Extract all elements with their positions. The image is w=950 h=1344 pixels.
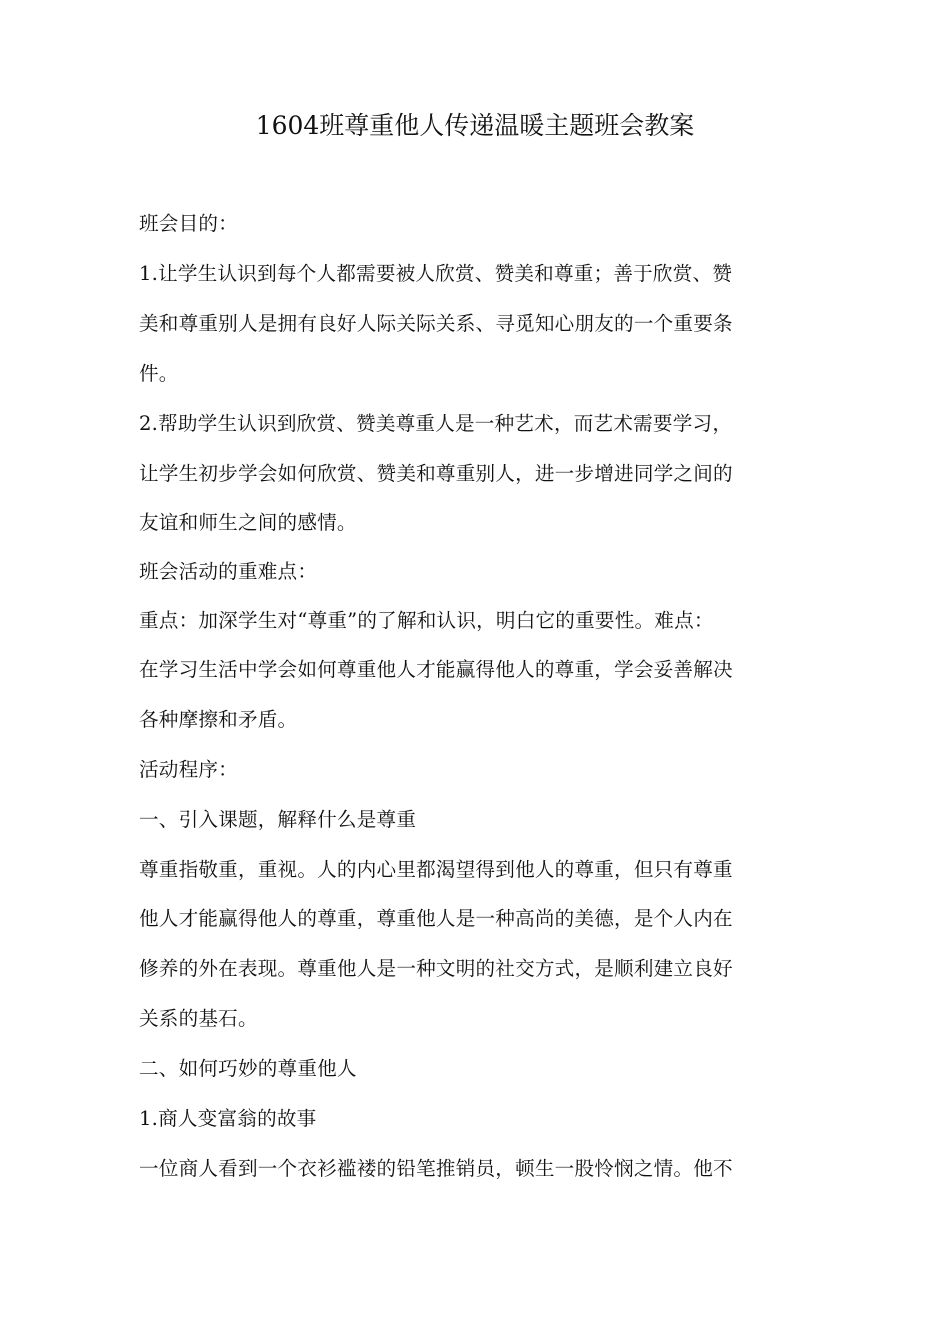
line-goal-2-a: 2.帮助学生认识到欣赏、赞美尊重人是一种艺术，而艺术需要学习， <box>139 412 733 435</box>
line-section-two-heading: 二、如何巧妙的尊重他人 <box>139 1057 357 1080</box>
document-title: 1604班尊重他人传递温暖主题班会教案 <box>255 111 695 140</box>
line-key-points-heading: 班会活动的重难点： <box>139 560 318 583</box>
line-goal-1-a: 1.让学生认识到每个人都需要被人欣赏、赞美和尊重；善于欣赏、赞 <box>139 262 733 285</box>
line-story-heading: 1.商人变富翁的故事 <box>139 1107 317 1130</box>
line-section-one-a: 尊重指敬重，重视。人的内心里都渴望得到他人的尊重，但只有尊重 <box>139 858 733 881</box>
line-key-points-a: 重点：加深学生对“尊重”的了解和认识，明白它的重要性。难点： <box>139 609 714 632</box>
line-goal-1-c: 件。 <box>139 362 179 385</box>
line-section-one-c: 修养的外在表现。尊重他人是一种文明的社交方式，是顺利建立良好 <box>139 957 733 980</box>
line-goal-2-b: 让学生初步学会如何欣赏、赞美和尊重别人，进一步增进同学之间的 <box>139 462 733 485</box>
line-story-a: 一位商人看到一个衣衫褴褛的铅笔推销员，顿生一股怜悯之情。他不 <box>139 1157 733 1180</box>
line-key-points-b: 在学习生活中学会如何尊重他人才能赢得他人的尊重，学会妥善解决 <box>139 658 733 681</box>
line-section-one-d: 关系的基石。 <box>139 1007 258 1030</box>
line-goal-2-c: 友谊和师生之间的感情。 <box>139 511 357 534</box>
line-key-points-c: 各种摩擦和矛盾。 <box>139 708 298 731</box>
line-procedure-heading: 活动程序： <box>139 758 238 781</box>
line-goal-1-b: 美和尊重别人是拥有良好人际关际关系、寻觅知心朋友的一个重要条 <box>139 312 733 335</box>
line-section-one-heading: 一、引入课题，解释什么是尊重 <box>139 808 417 831</box>
line-class-goal-heading: 班会目的： <box>139 212 238 235</box>
line-section-one-b: 他人才能赢得他人的尊重，尊重他人是一种高尚的美德，是个人内在 <box>139 907 733 930</box>
